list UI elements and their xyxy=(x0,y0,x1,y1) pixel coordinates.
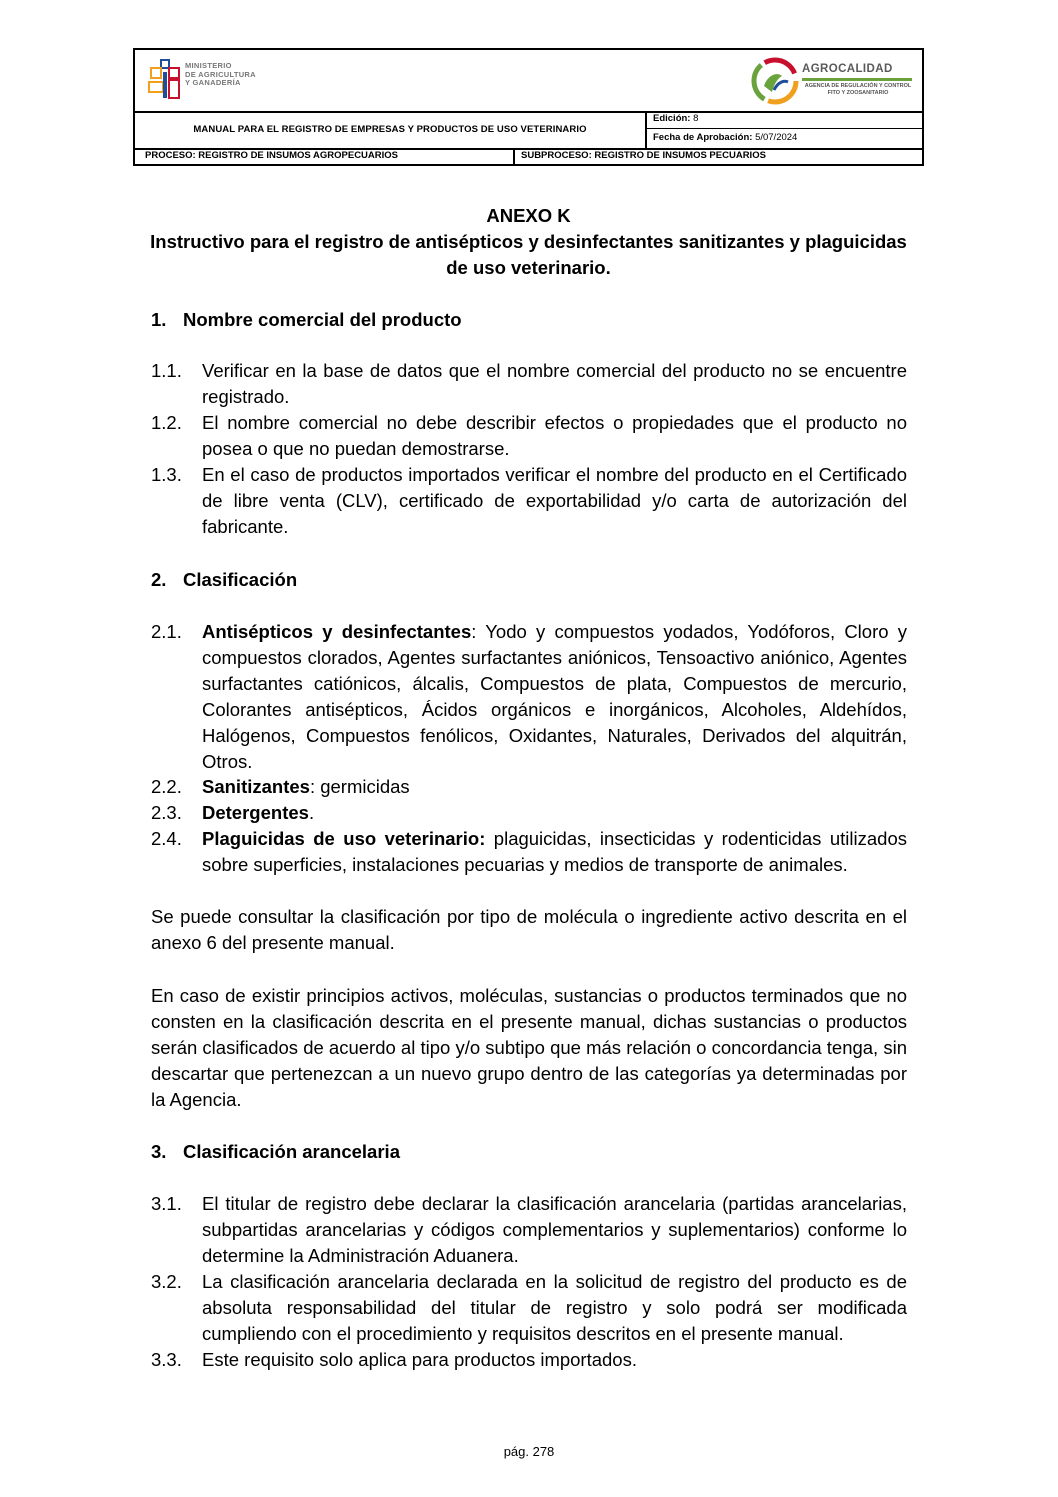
list-item xyxy=(151,410,907,462)
page-number: pág. 278 xyxy=(503,1444,555,1459)
section-number: 3. xyxy=(151,1141,167,1162)
item-text xyxy=(202,774,907,800)
list-item xyxy=(151,826,907,878)
item-rest: : germicidas xyxy=(309,776,410,797)
item-number: 1.1. xyxy=(151,360,182,381)
item-number: 3.1. xyxy=(151,1193,182,1214)
section-heading xyxy=(151,1139,400,1165)
subprocess-cell: SUBPROCESO: REGISTRO DE INSUMOS PECUARIOS xyxy=(521,150,766,161)
list-item xyxy=(151,462,907,540)
item-text: Este requisito solo aplica para productos importados. xyxy=(202,1349,637,1370)
item-text xyxy=(202,800,907,826)
item-bold-term: Sanitizantes xyxy=(202,776,310,797)
section-number: 1. xyxy=(151,309,167,330)
item-rest: plaguicidas, insecticidas y rodenticidas utilizados sobre superficies, instalaciones pecuarias y medios de transporte de animales. xyxy=(202,828,907,875)
body-paragraph: En caso de existir principios activos, moléculas, sustancias o productos terminados que no consten en la clasificación descrita en el presente manual, dichas sustancias o productos serán clasificados de acuerdo al tipo y/o subtipo que más relación o concordancia tenga, sin descartar que pertenezcan a un nuevo grupo dentro de las categorías ya determinadas por la Agencia. xyxy=(151,985,907,1110)
item-number: 3.3. xyxy=(151,1349,182,1370)
item-rest: : Yodo y compuestos yodados, Yodóforos, Cloro y compuestos clorados, Agentes surfactantes aniónicos, Tensoactivo aniónico, Agentes surfactantes catiónicos, álcalis, Compuestos de plata, Compuestos de mercurio, Colorantes antisépticos, Ácidos orgánicos e inorgánicos, Alcoholes, Aldehídos, Halógenos, Compuestos fenólicos, Oxidantes, Naturales, Derivados del alquitrán, Otros. xyxy=(202,621,907,772)
list-item xyxy=(151,358,907,410)
item-number: 3.2. xyxy=(151,1271,182,1292)
agency-name: AGROCALIDAD xyxy=(802,63,893,75)
list-item xyxy=(151,1269,907,1347)
section-title: Clasificación arancelaria xyxy=(183,1141,400,1162)
process-cell: PROCESO: REGISTRO DE INSUMOS AGROPECUARIOS xyxy=(135,148,515,164)
agrocalidad-emblem-icon xyxy=(750,56,800,106)
item-text: Verificar en la base de datos que el nombre comercial del producto no se encuentre registrado. xyxy=(202,360,907,407)
edition-label: Edición: xyxy=(653,113,691,124)
section-heading xyxy=(151,307,462,333)
edition-line xyxy=(653,113,922,124)
item-number: 2.4. xyxy=(151,828,182,849)
header-title-row xyxy=(135,111,922,150)
body-paragraph: Se puede consultar la clasificación por tipo de molécula o ingrediente activo descrita en el anexo 6 del presente manual. xyxy=(151,906,907,953)
section-title: Clasificación xyxy=(183,569,298,590)
item-text: El nombre comercial no debe describir efectos o propiedades que el producto no posea o que no puedan demostrarse. xyxy=(202,412,907,459)
approval-label: Fecha de Aprobación: xyxy=(653,132,753,143)
item-number: 2.3. xyxy=(151,802,182,823)
manual-title-cell xyxy=(135,111,647,148)
annex-title: ANEXO K xyxy=(486,205,571,226)
item-bold-term: Detergentes xyxy=(202,802,309,823)
section-number: 2. xyxy=(151,569,167,590)
item-number: 1.3. xyxy=(151,464,182,485)
item-text: La clasificación arancelaria declarada en la solicitud de registro del producto es de absoluta responsabilidad del titular de registro y solo podrá ser modificada cumpliendo con el procedimiento y requisitos descritos en el presente manual. xyxy=(202,1271,907,1344)
list-item xyxy=(151,1347,907,1373)
item-text xyxy=(202,619,907,775)
item-rest: . xyxy=(308,802,315,823)
agency-subtitle: AGENCIA DE REGULACIÓN Y CONTROL FITO Y ZOOSANITARIO xyxy=(804,83,912,96)
list-item xyxy=(151,800,907,826)
item-text: El titular de registro debe declarar la clasificación arancelaria (partidas arancelarias, subpartidas arancelarias y códigos complementarios y suplementarios) conforme lo determine la Administración Aduanera. xyxy=(202,1193,907,1266)
annex-heading xyxy=(133,203,924,281)
approval-value: 5/07/2024 xyxy=(755,132,798,143)
section-title: Nombre comercial del producto xyxy=(183,309,462,330)
agency-bar xyxy=(802,78,912,81)
list-item xyxy=(151,619,907,775)
item-bold-term: Plaguicidas de uso veterinario: xyxy=(202,828,486,849)
edition-divider xyxy=(647,128,922,129)
item-number: 2.2. xyxy=(151,776,182,797)
ministry-emblem-icon xyxy=(147,58,183,102)
list-item xyxy=(151,1191,907,1269)
edition-value: 8 xyxy=(693,113,699,124)
item-number: 2.1. xyxy=(151,621,182,642)
item-bold-term: Antisépticos y desinfectantes xyxy=(202,621,472,642)
annex-subtitle: Instructivo para el registro de antisépticos y desinfectantes sanitizantes y plaguicidas de uso veterinario. xyxy=(150,231,907,278)
ministry-logo xyxy=(147,58,267,102)
item-text: En el caso de productos importados verificar el nombre del producto en el Certificado de libre venta (CLV), certificado de exportabilidad y/o carta de autorización del fabricante. xyxy=(202,464,907,537)
section-heading xyxy=(151,567,297,593)
header-process-row xyxy=(135,148,922,164)
item-text xyxy=(202,826,907,878)
approval-line xyxy=(653,132,922,143)
edition-cell xyxy=(647,111,922,148)
header-logos-row xyxy=(135,50,922,113)
list-item xyxy=(151,774,907,800)
document-header xyxy=(133,48,924,166)
item-number: 1.2. xyxy=(151,412,182,433)
manual-title: MANUAL PARA EL REGISTRO DE EMPRESAS Y PRODUCTOS DE USO VETERINARIO xyxy=(193,124,587,135)
agrocalidad-logo xyxy=(750,54,915,108)
ministry-logo-text: MINISTERIO DE AGRICULTURA Y GANADERÍA xyxy=(185,61,256,88)
